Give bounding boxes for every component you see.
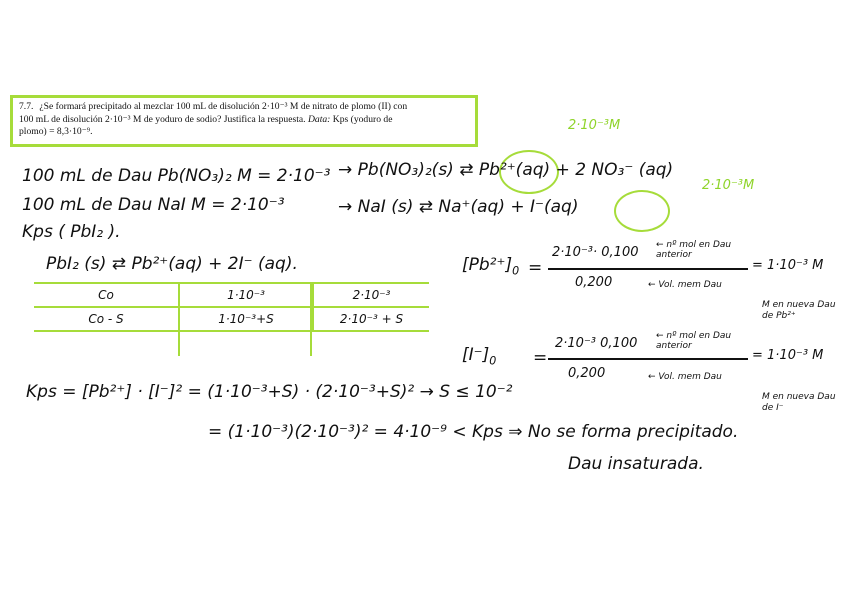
table-cell: Co - S bbox=[34, 307, 179, 331]
problem-statement-box bbox=[10, 95, 478, 147]
note-line-1: 100 mL de Dau Pb(NO₃)₂ M = 2·10⁻³ bbox=[22, 166, 331, 186]
problem-text-3: plomo) = 8,3·10⁻⁹. bbox=[19, 126, 93, 137]
problem-number: 7.7. bbox=[19, 101, 34, 112]
pb-note-num: ← nº mol en Dau anterior bbox=[656, 240, 732, 260]
table-row bbox=[34, 283, 429, 307]
i-note-num: ← nº mol en Dau anterior bbox=[656, 331, 732, 351]
pb-result-note: M en nueva Dau de Pb²⁺ bbox=[762, 300, 836, 321]
table-cell: 2·10⁻³ + S bbox=[313, 307, 429, 331]
i-conc-lhs: $[I^-]_0$ bbox=[462, 345, 497, 368]
note-line-2: 100 mL de Dau NaI M = 2·10⁻³ bbox=[22, 195, 285, 215]
table-divider bbox=[178, 284, 180, 356]
table-divider bbox=[310, 284, 312, 356]
i-result-note: M en nueva Dau de I⁻ bbox=[762, 392, 836, 413]
pb-fraction-line bbox=[548, 268, 748, 270]
problem-line-3 bbox=[19, 126, 469, 139]
table-cell: 2·10⁻³ bbox=[313, 283, 429, 307]
table-cell: 1·10⁻³ bbox=[179, 283, 313, 307]
kps-line-1: Kps = [Pb²⁺] · [I⁻]² = (1·10⁻³+S) · (2·10⁻³+S)² → S ≤ 10⁻² bbox=[26, 382, 513, 402]
i-conc-eq: = bbox=[533, 348, 548, 368]
problem-text-2: 100 mL de disolución 2·10⁻³ M de yoduro de sodio? Justifica la respuesta. bbox=[19, 113, 306, 125]
kps-line-2: = (1·10⁻³)(2·10⁻³)² = 4·10⁻⁹ < Kps ⇒ No se forma precipitado. bbox=[208, 422, 739, 442]
note-line-3: Kps ( PbI₂ ). bbox=[22, 222, 121, 242]
pb-conc-numerator: 2·10⁻³· 0,100 bbox=[552, 245, 639, 260]
problem-data-label: Data: bbox=[307, 113, 331, 125]
pb-note-den: ← Vol. mem Dau bbox=[648, 280, 722, 290]
green-label-right: 2·10⁻³M bbox=[702, 178, 755, 193]
equilibrium-equation: PbI₂ (s) ⇄ Pb²⁺(aq) + 2I⁻ (aq). bbox=[46, 254, 298, 274]
pb-conc-lhs: $[Pb^{2+}]_0$ bbox=[462, 255, 520, 278]
i-conc-numerator: 2·10⁻³ 0,100 bbox=[555, 336, 638, 351]
i-circle bbox=[614, 190, 670, 232]
i-fraction-line bbox=[548, 358, 748, 360]
kps-line-3: Dau insaturada. bbox=[568, 454, 704, 474]
pb-conc-denominator: 0,200 bbox=[575, 275, 613, 290]
problem-text-1: ¿Se formará precipitado al mezclar 100 mL de disolución 2·10⁻³ M de nitrato de plomo (II) con bbox=[39, 101, 408, 112]
i-conc-denominator: 0,200 bbox=[568, 366, 606, 381]
problem-data-text: Kps (yoduro de bbox=[332, 113, 393, 125]
pb-conc-result: = 1·10⁻³ M bbox=[752, 258, 824, 273]
problem-line-1 bbox=[19, 101, 469, 114]
problem-line-2 bbox=[19, 114, 469, 127]
i-note-den: ← Vol. mem Dau bbox=[648, 372, 722, 382]
pb-conc-eq: = bbox=[528, 258, 543, 278]
note-line-2-reaction: → NaI (s) ⇄ Na⁺(aq) + I⁻(aq) bbox=[338, 197, 579, 217]
table-row bbox=[34, 307, 429, 331]
note-line-1-reaction: → Pb(NO₃)₂(s) ⇄ Pb²⁺(aq) + 2 NO₃⁻ (aq) bbox=[338, 160, 674, 180]
table-cell: Co bbox=[34, 283, 179, 307]
table-cell: 1·10⁻³+S bbox=[179, 307, 313, 331]
green-label-top: 2·10⁻³M bbox=[568, 118, 621, 133]
i-conc-result: = 1·10⁻³ M bbox=[752, 348, 824, 363]
ice-table bbox=[34, 282, 429, 332]
